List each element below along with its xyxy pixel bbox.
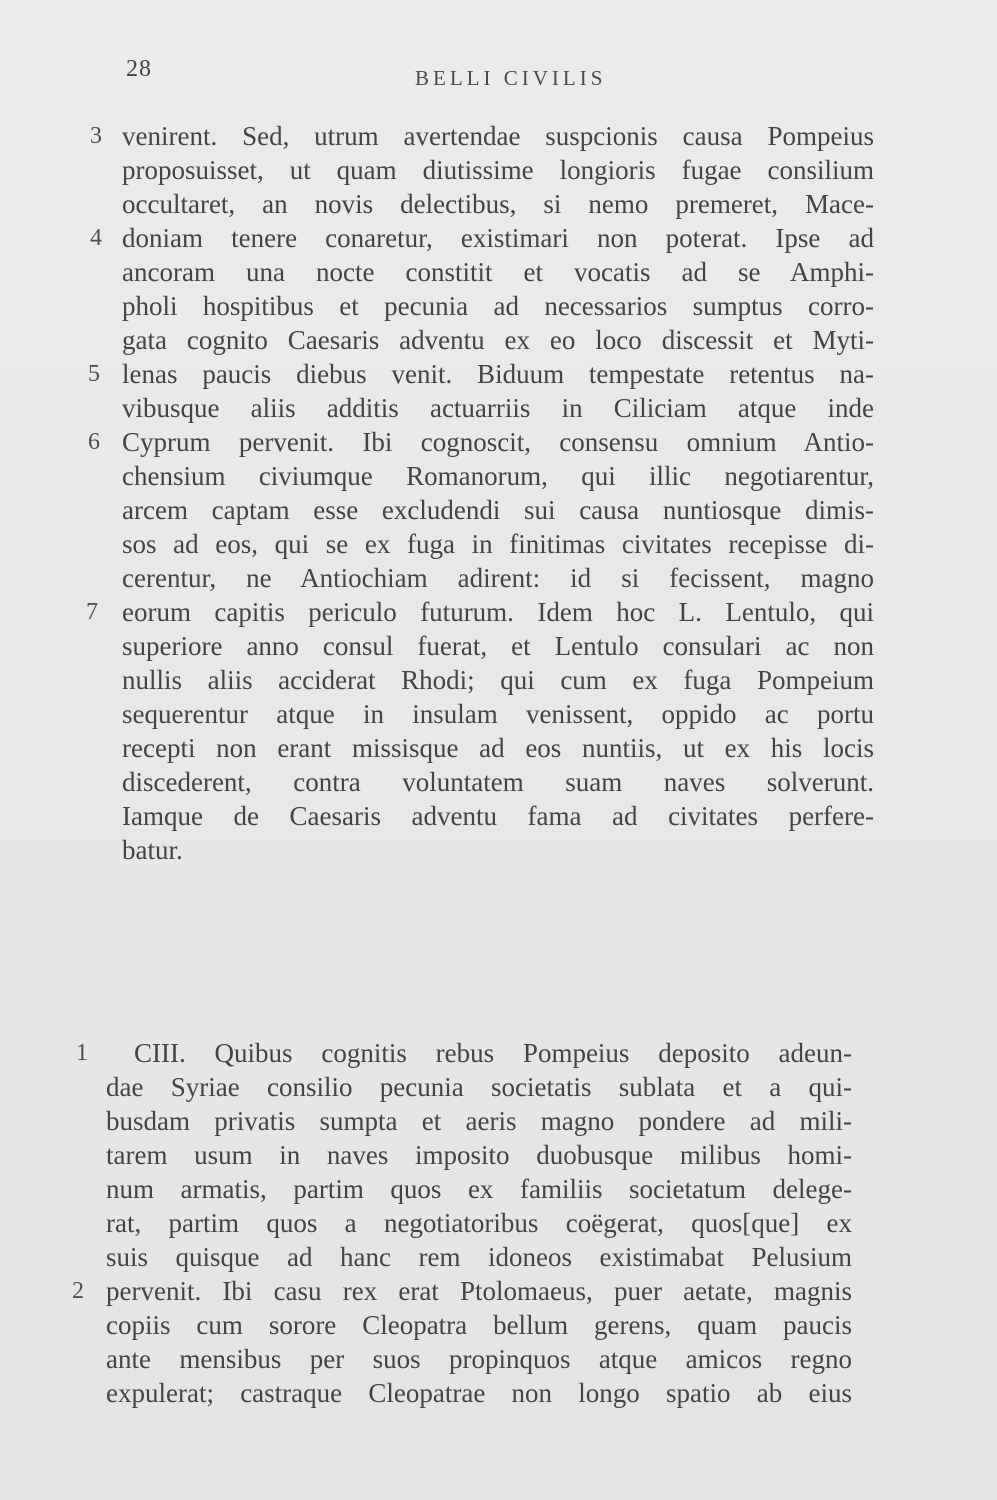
text-line: proposuisset, ut quam diutissime longioris fugae consilium	[122, 155, 874, 185]
text-line: vibusque aliis additis actuarriis in Ciliciam atque inde	[122, 393, 874, 423]
margin-number: 1	[76, 1040, 88, 1066]
text-line: dae Syriae consilio pecunia societatis sublata et a qui-	[106, 1072, 852, 1102]
text-line: gata cognito Caesaris adventu ex eo loco discessit et Myti-	[122, 325, 874, 355]
text-line: ante mensibus per suos propinquos atque amicos regno	[106, 1344, 852, 1374]
margin-number: 5	[88, 361, 100, 387]
text-line: rat, partim quos a negotiatoribus coëgerat, quos[que] ex	[106, 1208, 852, 1238]
text-line: cerentur, ne Antiochiam adirent: id si fecissent, magno	[122, 563, 874, 593]
chapter-opening-line: CIII. Quibus cognitis rebus Pompeius deposito adeun-	[134, 1038, 852, 1068]
running-title: BELLI CIVILIS	[415, 66, 607, 90]
text-line: arcem captam esse excludendi sui causa nuntiosque dimis-	[122, 495, 874, 525]
margin-number: 2	[72, 1278, 84, 1304]
margin-number: 7	[86, 599, 98, 625]
text-line: ancoram una nocte constitit et vocatis ad se Amphi-	[122, 257, 874, 287]
text-line: nullis aliis acciderat Rhodi; qui cum ex fuga Pompeium	[122, 665, 874, 695]
text-line: Iamque de Caesaris adventu fama ad civitates perfere-	[122, 801, 874, 831]
text-line: chensium civiumque Romanorum, qui illic negotiarentur,	[122, 461, 874, 491]
text-line: occultaret, an novis delectibus, si nemo premeret, Mace-	[122, 189, 874, 219]
text-line: tarem usum in naves imposito duobusque milibus homi-	[106, 1140, 852, 1170]
text-line: suis quisque ad hanc rem idoneos existimabat Pelusium	[106, 1242, 852, 1272]
text-line: pervenit. Ibi casu rex erat Ptolomaeus, puer aetate, magnis	[106, 1276, 852, 1306]
text-line: copiis cum sorore Cleopatra bellum gerens, quam paucis	[106, 1310, 852, 1340]
text-line: discederent, contra voluntatem suam naves solverunt.	[122, 767, 874, 797]
text-line: expulerat; castraque Cleopatrae non longo spatio ab eius	[106, 1378, 852, 1408]
text-line: venirent. Sed, utrum avertendae suspcionis causa Pompeius	[122, 121, 874, 151]
text-line: sequerentur atque in insulam venissent, oppido ac portu	[122, 699, 874, 729]
text-line: doniam tenere conaretur, existimari non poterat. Ipse ad	[122, 223, 874, 253]
page-number: 28	[126, 56, 152, 82]
text-line: num armatis, partim quos ex familiis societatum delege-	[106, 1174, 852, 1204]
text-line: Cyprum pervenit. Ibi cognoscit, consensu omnium Antio-	[122, 427, 874, 457]
text-line: superiore anno consul fuerat, et Lentulo consulari ac non	[122, 631, 874, 661]
text-line: sos ad eos, qui se ex fuga in finitimas civitates recepisse di-	[122, 529, 874, 559]
margin-number: 6	[88, 429, 100, 455]
text-line: pholi hospitibus et pecunia ad necessarios sumptus corro-	[122, 291, 874, 321]
text-line: batur.	[122, 835, 183, 865]
text-line: eorum capitis periculo futurum. Idem hoc L. Lentulo, qui	[122, 597, 874, 627]
margin-number: 3	[90, 123, 102, 149]
text-line: lenas paucis diebus venit. Biduum tempestate retentus na-	[122, 359, 874, 389]
text-line: recepti non erant missisque ad eos nuntiis, ut ex his locis	[122, 733, 874, 763]
text-line: busdam privatis sumpta et aeris magno pondere ad mili-	[106, 1106, 852, 1136]
margin-number: 4	[90, 225, 102, 251]
